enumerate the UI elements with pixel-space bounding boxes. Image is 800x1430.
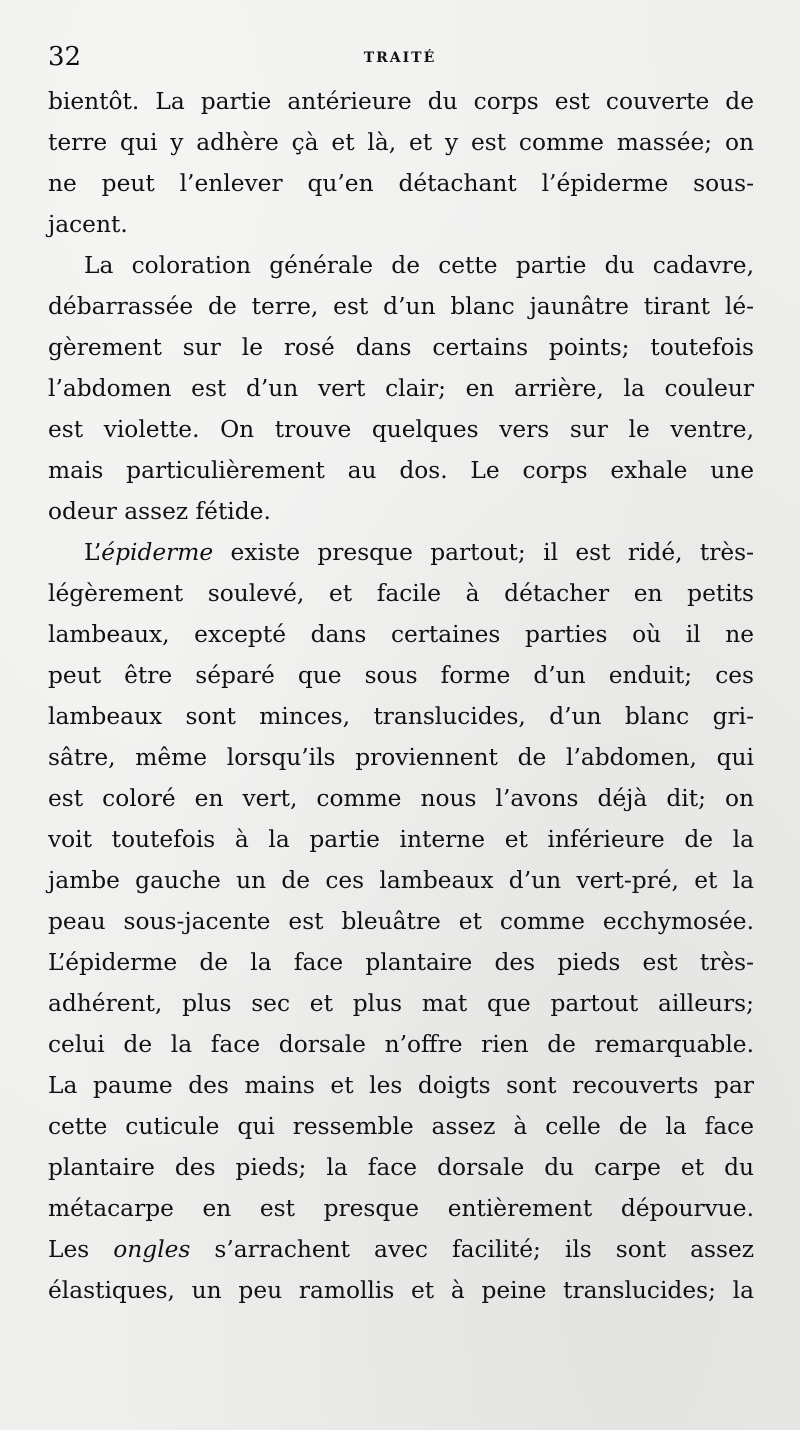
text-line: sâtre, même lorsqu’ils proviennent de l’abdomen, qui: [48, 744, 754, 771]
text-line: est violette. On trouve quelques vers sur le ventre,: [48, 416, 754, 443]
italic-term: épiderme: [101, 539, 214, 566]
text-line: gèrement sur le rosé dans certains points; toutefois: [48, 334, 754, 361]
text-line: peut être séparé que sous forme d’un enduit; ces: [48, 662, 754, 689]
text-line: est coloré en vert, comme nous l’avons déjà dit; on: [48, 785, 754, 812]
text-line: métacarpe en est presque entièrement dépourvue.: [48, 1195, 754, 1222]
text-line: bientôt. La partie antérieure du corps est couverte de: [48, 88, 754, 115]
text-line: celui de la face dorsale n’offre rien de remarquable.: [48, 1031, 754, 1058]
text-line: L’épiderme de la face plantaire des pieds est très-: [48, 949, 754, 976]
text-line: légèrement soulevé, et facile à détacher en petits: [48, 580, 754, 607]
text-line: mais particulièrement au dos. Le corps exhale une: [48, 457, 754, 484]
text-line: l’abdomen est d’un vert clair; en arrière, la couleur: [48, 375, 754, 402]
line-fragment: Les: [48, 1236, 114, 1263]
text-line: peau sous-jacente est bleuâtre et comme ecchymosée.: [48, 908, 754, 935]
text-line: terre qui y adhère çà et là, et y est comme massée; on: [48, 129, 754, 156]
text-line: lambeaux, excepté dans certaines parties où il ne: [48, 621, 754, 648]
text-line: lambeaux sont minces, translucides, d’un blanc gri-: [48, 703, 754, 730]
line-fragment: existe presque partout; il est ridé, très-: [213, 539, 754, 566]
paragraph-start-line: [48, 532, 754, 573]
text-line: jacent.: [48, 211, 128, 238]
text-line: odeur assez fétide.: [48, 498, 271, 525]
page-number: 32: [48, 42, 82, 72]
text-line: élastiques, un peu ramollis et à peine translucides; la: [48, 1277, 754, 1304]
text-line: jambe gauche un de ces lambeaux d’un vert-pré, et la: [48, 867, 754, 894]
text-line: ne peut l’enlever qu’en détachant l’épiderme sous-: [48, 170, 754, 197]
paragraph-start-line: La coloration générale de cette partie du cadavre,: [84, 252, 754, 279]
text-line: débarrassée de terre, est d’un blanc jaunâtre tirant lé-: [48, 293, 754, 320]
italic-term: ongles: [113, 1236, 191, 1263]
text-line: cette cuticule qui ressemble assez à celle de la face: [48, 1113, 754, 1140]
text-line: [48, 1229, 754, 1270]
body-text: [48, 81, 754, 1311]
text-line: adhérent, plus sec et plus mat que partout ailleurs;: [48, 990, 754, 1017]
running-head: TRAITÉ: [363, 50, 437, 66]
text-line: plantaire des pieds; la face dorsale du carpe et du: [48, 1154, 754, 1181]
text-line: La paume des mains et les doigts sont recouverts par: [48, 1072, 754, 1099]
line-fragment: s’arrachent avec facilité; ils sont assez: [190, 1236, 754, 1263]
page-header: [48, 40, 752, 74]
line-fragment: L’: [84, 539, 102, 566]
text-line: voit toutefois à la partie interne et inférieure de la: [48, 826, 754, 853]
